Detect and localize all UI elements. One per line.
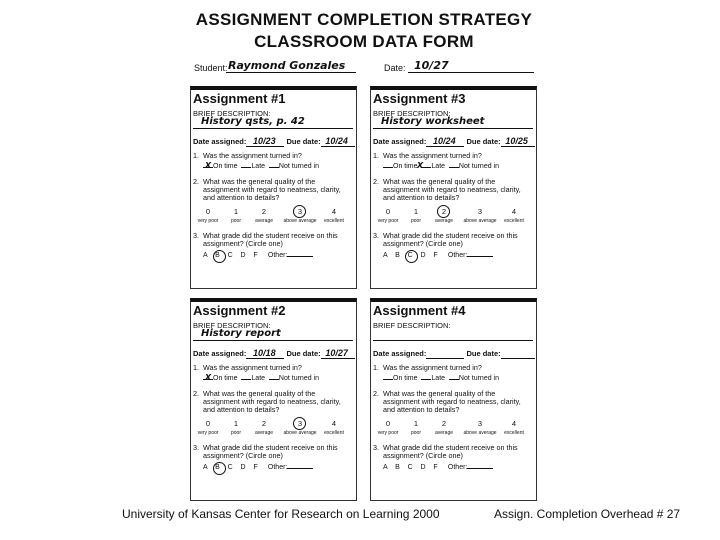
due-date-value: 10/27 (321, 348, 355, 359)
student-name: Raymond Gonzales (228, 59, 346, 72)
due-date-label: Due date: (466, 349, 501, 358)
quality-score-4: 4 (331, 419, 337, 428)
quality-score-4: 4 (511, 207, 517, 216)
date-row (193, 348, 355, 359)
form-date: 10/27 (414, 59, 449, 72)
quality-score-label: very poor (197, 218, 219, 224)
form-title: ASSIGNMENT COMPLETION STRATEGY (195, 10, 533, 29)
grade-circle-mark (213, 462, 226, 475)
assignment-card: Assignment #2 BRIEF DESCRIPTION: History report Date assigned: 10/18 Due date: 10/27 1. Was the assignment turned in? On time Late Not turned in X 2. What was the general quality of the assignment with regard to neatness, clarity, and attention to details? 0 very poor 1 poor 2 average 3 above average 4 excellent 3. What grade did the student receive on this assignment? (Circle one) A B C D F Other: (190, 298, 357, 501)
turned-in-check-mark: X (205, 373, 212, 382)
quality-score-label: average (434, 218, 454, 224)
question-quality: 2. What was the general quality of the assignment with regard to neatness, clarity, and attention to details? (193, 389, 341, 415)
brief-description-label: BRIEF DESCRIPTION: (373, 321, 451, 330)
data-form-page (188, 6, 540, 498)
quality-score-0: 0 (385, 207, 391, 216)
grade-options: A B C D F Other: (203, 252, 313, 259)
assignment-title: Assignment #4 (373, 303, 466, 318)
quality-score-label: poor (410, 218, 421, 224)
quality-score-label: above average (463, 218, 497, 224)
footer-credit: University of Kansas Center for Research on Learning 2000 (122, 507, 440, 521)
date-assigned-label: Date assigned: (193, 137, 247, 146)
assignment-description: History report (201, 328, 281, 339)
quality-circle-mark (293, 205, 306, 218)
quality-score-label: excellent (324, 430, 344, 436)
quality-score-2: 2 (261, 419, 267, 428)
due-date-label: Due date: (286, 137, 321, 146)
quality-score-1: 1 (413, 207, 419, 216)
question-quality: 2. What was the general quality of the assignment with regard to neatness, clarity, and attention to details? (373, 389, 521, 415)
turned-in-options: On time Late Not turned in (203, 163, 319, 170)
date-row (373, 136, 535, 147)
grade-circle-mark (213, 250, 226, 263)
date-row (193, 136, 355, 147)
turned-in-options: On time Late Not turned in (383, 375, 499, 382)
due-date-label: Due date: (286, 349, 321, 358)
description-line (193, 340, 353, 341)
quality-score-label: excellent (324, 218, 344, 224)
assignment-card: Assignment #3 BRIEF DESCRIPTION: History worksheet Date assigned: 10/24 Due date: 10/25 1. Was the assignment turned in? On time Late Not turned in X 2. What was the general quality of the assignment with regard to neatness, clarity, and attention to details? 0 very poor 1 poor 2 average 3 above average 4 excellent 3. What grade did the student receive on this assignment? (Circle one) A B C D F Other: (370, 86, 537, 289)
grade-options: A B C D F Other: (383, 252, 493, 259)
quality-score-4: 4 (511, 419, 517, 428)
quality-score-0: 0 (205, 419, 211, 428)
turned-in-options: On time Late Not turned in (203, 375, 319, 382)
date-row (373, 348, 535, 359)
assignment-card: Assignment #4 BRIEF DESCRIPTION: Date assigned: Due date: 1. Was the assignment turned in? On time Late Not turned in 2. What was the general quality of the assignment with regard to neatness, clarity, and attention to details? 0 very poor 1 poor 2 average 3 above average 4 excellent 3. What grade did the student receive on this assignment? (Circle one) A B C D F Other: (370, 298, 537, 501)
quality-score-3: 3 (477, 419, 483, 428)
grade-options: A B C D F Other: (203, 464, 313, 471)
due-date-label: Due date: (466, 137, 501, 146)
quality-score-label: poor (410, 430, 421, 436)
quality-score-label: above average (283, 430, 317, 436)
quality-score-label: excellent (504, 430, 524, 436)
date-label: Date: (384, 63, 406, 73)
footer-overhead-number: Assign. Completion Overhead # 27 (494, 507, 681, 521)
grade-options: A B C D F Other: (383, 464, 493, 471)
quality-score-3: 3 (297, 419, 303, 428)
date-assigned-label: Date assigned: (373, 349, 427, 358)
assignment-card: Assignment #1 BRIEF DESCRIPTION: History qsts, p. 42 Date assigned: 10/23 Due date: 10/24 1. Was the assignment turned in? On time Late Not turned in X 2. What was the general quality of the assignment with regard to neatness, clarity, and attention to details? 0 very poor 1 poor 2 average 3 above average 4 excellent 3. What grade did the student receive on this assignment? (Circle one) A B C D F Other: (190, 86, 357, 289)
assignment-description: History qsts, p. 42 (201, 116, 305, 127)
question-quality: 2. What was the general quality of the assignment with regard to neatness, clarity, and attention to details? (373, 177, 521, 203)
brief-description-label: BRIEF DESCRIPTION: (193, 321, 271, 330)
turned-in-options: On time Late Not turned in (383, 163, 499, 170)
assignment-title: Assignment #1 (193, 91, 286, 106)
quality-score-label: excellent (504, 218, 524, 224)
quality-score-2: 2 (441, 419, 447, 428)
quality-score-label: poor (230, 218, 241, 224)
question-quality: 2. What was the general quality of the assignment with regard to neatness, clarity, and attention to details? (193, 177, 341, 203)
quality-score-2: 2 (261, 207, 267, 216)
form-subtitle: CLASSROOM DATA FORM (254, 32, 474, 51)
quality-score-label: very poor (197, 430, 219, 436)
grade-circle-mark (405, 250, 418, 263)
description-line (373, 340, 533, 341)
quality-score-1: 1 (233, 207, 239, 216)
quality-score-1: 1 (413, 419, 419, 428)
brief-description-label: BRIEF DESCRIPTION: (373, 109, 451, 118)
date-assigned-value: 10/18 (246, 348, 284, 359)
student-line (226, 72, 356, 73)
quality-score-label: very poor (377, 430, 399, 436)
quality-score-2: 2 (441, 207, 447, 216)
quality-score-3: 3 (477, 207, 483, 216)
date-line (408, 72, 534, 73)
quality-score-4: 4 (331, 207, 337, 216)
description-line (373, 128, 533, 129)
brief-description-label: BRIEF DESCRIPTION: (193, 109, 271, 118)
quality-score-label: average (434, 430, 454, 436)
quality-score-label: poor (230, 430, 241, 436)
quality-circle-mark (437, 205, 450, 218)
description-line (193, 128, 353, 129)
quality-score-label: very poor (377, 218, 399, 224)
quality-score-label: average (254, 430, 274, 436)
date-assigned-label: Date assigned: (373, 137, 427, 146)
date-assigned-value: 10/23 (246, 136, 284, 147)
due-date-value (501, 348, 535, 359)
due-date-value: 10/25 (501, 136, 535, 147)
turned-in-check-mark: X (417, 161, 424, 170)
due-date-value: 10/24 (321, 136, 355, 147)
quality-score-0: 0 (205, 207, 211, 216)
assignment-title: Assignment #3 (373, 91, 466, 106)
turned-in-check-mark: X (205, 161, 212, 170)
date-assigned-value: 10/24 (426, 136, 464, 147)
quality-score-label: average (254, 218, 274, 224)
quality-score-label: above average (463, 430, 497, 436)
quality-score-0: 0 (385, 419, 391, 428)
date-assigned-value (426, 348, 464, 359)
date-assigned-label: Date assigned: (193, 349, 247, 358)
quality-circle-mark (293, 417, 306, 430)
assignment-title: Assignment #2 (193, 303, 286, 318)
quality-score-3: 3 (297, 207, 303, 216)
assignment-description: History worksheet (381, 116, 485, 127)
student-label: Student: (194, 63, 228, 73)
quality-score-label: above average (283, 218, 317, 224)
quality-score-1: 1 (233, 419, 239, 428)
